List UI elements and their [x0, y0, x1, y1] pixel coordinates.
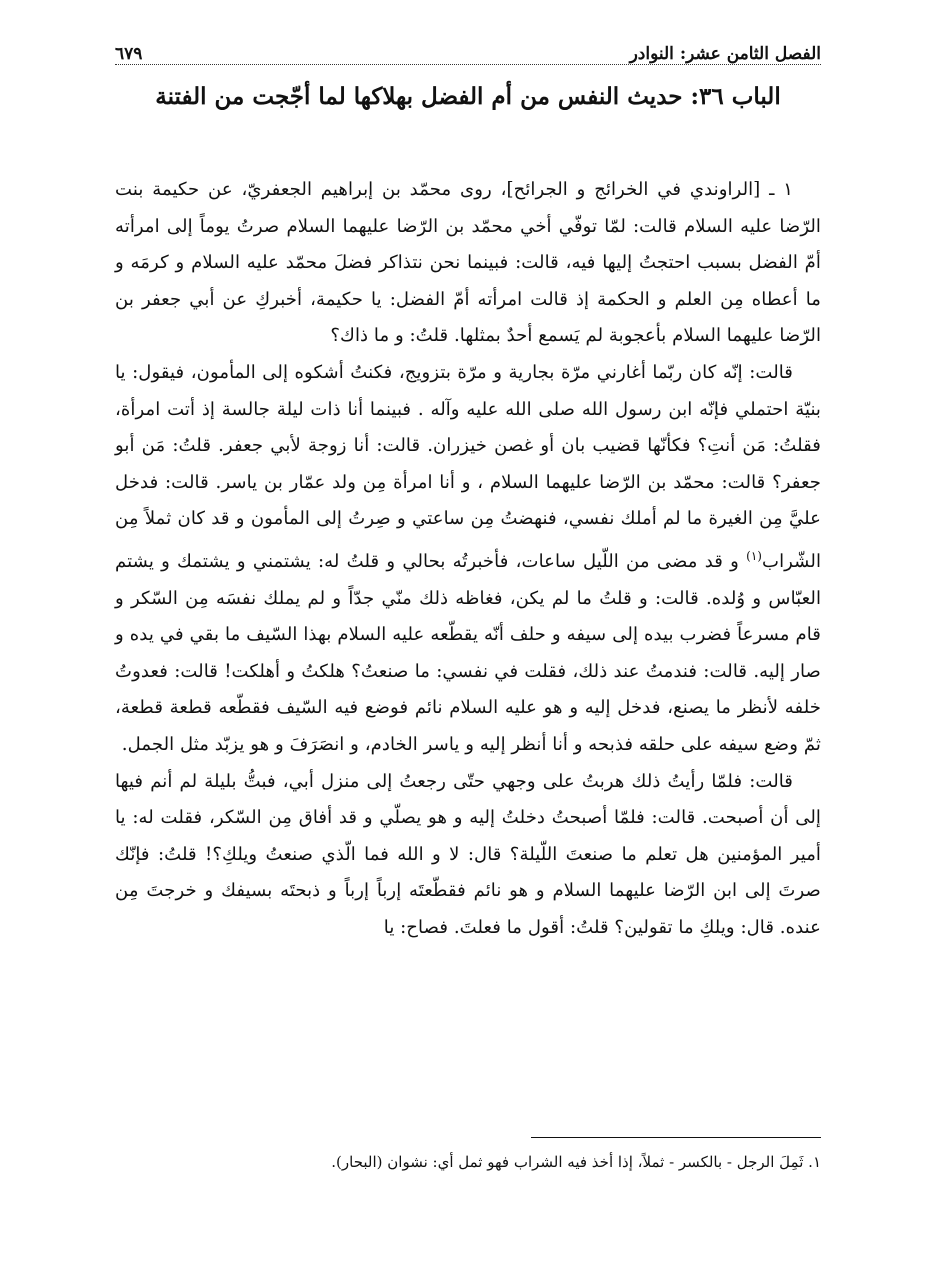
paragraph-text: و قد مضى من اللّيل ساعات، فأخبرتُه بحالي و قلتُ له: يشتمني و يشتمك و يشتم العبّاس و وُلده. قالت: و قلتُ ما لم يكن، فغاظه ذلك منّي جدّاً و لم يملك نفسَه مِن السّكر و قام مسرعاً فضرب بيده إلى سيفه و حلف أنّه يقطّعه عليه السلام بهذا السّيف ما بقي في يده و صار إليه. قالت: فندمتُ عند ذلك، فقلت في نفسي: ما صنعتُ؟ هلكتُ و أهلكت! قالت: فعدوتُ خلفه لأنظر ما يصنع، فدخل إليه و هو عليه السلام نائم فوضع فيه السّيف فقطّعه قطعة قطعة، ثمّ وضع سيفه على حلقه فذبحه و أنا أنظر إليه و ياسر الخادم، و انصَرَفَ و هو يزبّد مثل الجمل. [115, 551, 821, 755]
footnote-divider [531, 1137, 821, 1138]
page-number: ٦٧٩ [115, 44, 143, 64]
paragraph: قالت: فلمّا رأيتُ ذلك هربتُ على وجهي حتّى رجعتُ إلى منزل أبي، فبتُّ بليلة لم أنم فيها إلى أن أصبحت. قالت: فلمّا أصبحتُ دخلتُ إليه و هو يصلّي و قد أفاق مِن السّكر، فقلت له: يا أمير المؤمنين هل تعلم ما صنعتَ اللّيلة؟ قال: لا و الله فما الّذي صنعتُ ويلكِ؟! قلتُ: فإنّك صرتَ إلى ابن الرّضا عليهما السلام و هو نائم فقطّعتَه إرباً إرباً و ذبحتَه بسيفك و خرجتَ مِن عنده. قال: ويلكِ ما تقولين؟ قلتُ: أقول ما فعلتَ. فصاح: يا [115, 770, 821, 938]
chapter-title: الفصل الثامن عشر: النوادر [629, 44, 821, 64]
section-title: الباب ٣٦: حديث النفس من أم الفضل بهلاكها لما أجّجت من الفتنة [155, 83, 781, 110]
paragraph-text: قالت: إنّه كان ربّما أغارني مرّة بجارية و مرّة بتزويج، فكنتُ أشكوه إلى المأمون، فيقول: يا بنيّة احتملي فإنّه ابن رسول الله صلى الله عليه وآله . فبينما أنا ذات ليلة جالسة إذ أتت امرأة، فقلتُ: مَن أنتِ؟ فكأنّها قضيب بان أو غصن خيزران. قالت: أنا زوجة لأبي جعفر. قلتُ: مَن أبو جعفر؟ قالت: محمّد بن الرّضا عليهما السلام ، و أنا امرأة مِن ولد عمّار بن ياسر. قالت: فدخل عليَّ مِن الغيرة ما لم أملك نفسي، فنهضتُ مِن ساعتي و صِرتُ إلى المأمون و قد كان ثملاً مِن الشّراب [115, 361, 821, 572]
body-text [115, 172, 821, 947]
running-header [115, 30, 821, 65]
footnote-reference: (١) [746, 548, 762, 563]
paragraph [115, 355, 821, 764]
paragraph: ١ ـ [الراوندي في الخرائج و الجرائح]، روى محمّد بن إبراهيم الجعفريّ، عن حكيمة بنت الرّضا عليه السلام قالت: لمّا توفّي أخي محمّد بن الرّضا عليهما السلام صرتُ يوماً إلى امرأته أمّ الفضل بسبب احتجتُ إليها فيه، قالت: فبينما نحن نتذاكر فضلَ محمّد عليه السلام و كرمَه و ما أعطاه مِن العلم و الحكمة إذ قالت امرأته أمّ الفضل: يا حكيمة، أخبركِ عن أبي جعفر بن الرّضا عليهما السلام بأعجوبة لم يَسمع أحدٌ بمثلها. قلتُ: و ما ذاك؟ [115, 179, 821, 347]
footnote: ١. ثَمِلَ الرجل - بالكسر - ثملاً، إذا أخذ فيه الشراب فهو ثمل أي: نشوان (البحار). [331, 1153, 821, 1171]
